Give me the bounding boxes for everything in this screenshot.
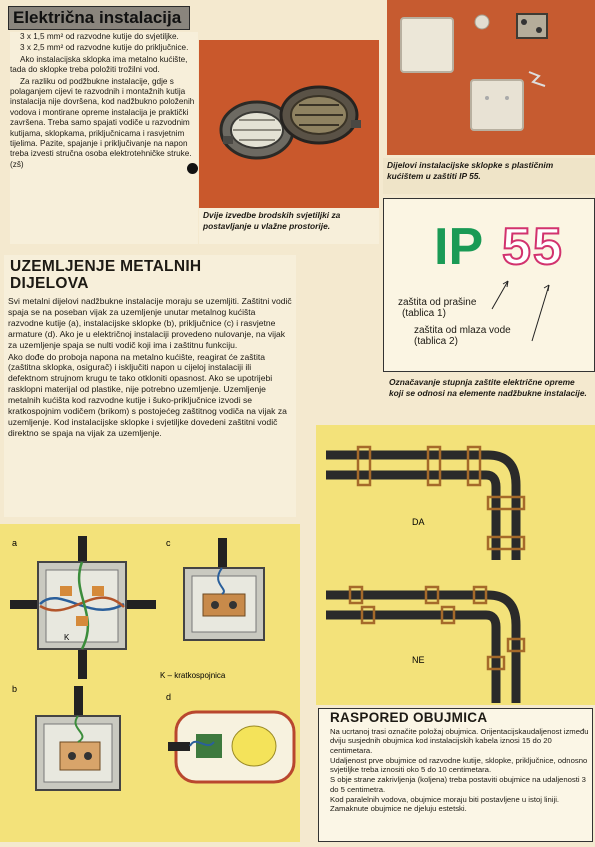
label-a: a <box>12 538 18 548</box>
label-da: DA <box>412 517 425 527</box>
label-k: K <box>64 633 70 642</box>
ip-label: IP <box>434 218 484 276</box>
switch-parts-photo <box>387 0 595 155</box>
wiring-legend: K – kratkospojnica <box>160 671 226 680</box>
clamps-paragraph: Udaljenost prve obujmice od razvodne kutije, sklopke, priključnice, odnosno svjetiljke treba iznositi oko 5 do 10 centimetara. <box>330 755 588 775</box>
marine-lamps-photo <box>199 40 379 208</box>
ip-label1-line2: (tablica 1) <box>402 308 446 319</box>
intro-paragraph: 3 x 2,5 mm² od razvodne kutije do priključnice. <box>20 43 189 53</box>
intro-text <box>10 32 198 244</box>
page-title-bar <box>8 6 190 30</box>
label-c: c <box>166 538 171 548</box>
ip-label2-line1: zaštita od mlaza vode <box>414 325 511 336</box>
switch-cover-image <box>471 80 523 130</box>
intro-paragraph: Za razliku od podžbukne instalacije, gdje s polaganjem cijevi te razvodnih i montažnih kutija instalacija nije dovršena, kod nadžbukno položenih vodova i montirane opreme instalacija je praktički završena. Treba samo spajati vodiče u razvodnim kutijama, sklopkama, priključnicama i rasvjetnim tijelima. Pazite, spajanje i priključivanje na napon treba izvesti stručna osoba elektrotehničke struke. (zš) <box>10 76 195 169</box>
switch-knob-image <box>475 15 489 29</box>
clamps-title: RASPORED OBUJMICA <box>330 710 488 725</box>
grounding-title-line1: UZEMLJENJE METALNIH <box>10 258 202 275</box>
ip-caption: Označavanje stupnja zaštite električne opreme koji se odnosi na elemente nadžbukne instalacije. <box>389 377 587 398</box>
label-ne: NE <box>412 655 425 665</box>
grounding-body <box>8 296 292 440</box>
grounding-wiring-figure <box>0 524 300 842</box>
clamps-body <box>330 727 590 815</box>
intro-paragraph: Ako instalacijska sklopka ima metalno kućište, tada do sklopke treba položiti trožilni vod. <box>10 54 188 75</box>
switch-mechanism-image <box>517 14 547 38</box>
clamps-paragraph: S obje strane zakrivljenja (koljena) treba postaviti obujmice na udaljenosti 3 do 5 centimetra. <box>330 775 586 794</box>
grounding-paragraph: Svi metalni dijelovi nadžbukne instalacije moraju se uzemljiti. Zaštitni vodič spaja se na poseban vijak za uzemljenje unutar metalnog kućišta razvodne kutije (a), instalacijske sklopke (b), priključnice (c) i rasvjetne armature (d). Ako je u električnoj instalaciji provedeno nulovanje, na vijak za uzemljenje spaja se nulti vodič koji ima i zaštitnu funkciju. <box>8 296 292 350</box>
grounding-title-line2: DIJELOVA <box>10 275 89 292</box>
ip-rating-figure <box>383 198 595 372</box>
clamp-placement-figure <box>316 425 595 705</box>
clamps-paragraph: Kod paralelnih vodova, obujmice moraju biti postavljene u istoj liniji. Zamaknute obujmice ne djeluju estetski. <box>330 795 560 814</box>
switch-box-image <box>401 18 453 72</box>
lamp-fixture-d <box>168 712 294 782</box>
ip-label2-line2: (tablica 2) <box>414 336 458 347</box>
ip-label1-line1: zaštita od prašine <box>398 297 477 308</box>
end-marker-icon <box>187 163 198 174</box>
lamps-caption: Dvije izvedbe brodskih svjetiljki za postavljanje u vlažne prostorije. <box>199 208 379 244</box>
intro-paragraph: 3 x 1,5 mm² od razvodne kutije do svjetiljke. <box>20 32 179 41</box>
page-title: Električna instalacija <box>13 8 182 27</box>
switch-caption: Dijelovi instalacijske sklopke s plastičnim kućištem u zaštiti IP 55. <box>383 158 595 194</box>
arrow-1 <box>492 281 508 309</box>
grounding-title <box>10 258 201 292</box>
label-b: b <box>12 684 18 694</box>
grounding-paragraph: Ako dođe do proboja napona na metalno kućište, reagirat će zaštita (zaštitna sklopka, osigurač) i isključiti napon u cijeloj instalaciji ili defektnom strujnom krugu te tako otkloniti opasnost. Ako se upotrijebi rasklopni materijal od plastike, nije potrebno uzemljenje. Uzemljenje metalnih kućišta kod razvodne kutije i šuko-priključnice izvodi se kratkospojnim vodičem (brikom) s postojećeg zaštitnog vodiča na vijak za uzemljenje. Kod instalacijske sklopke i svjetiljke dovedeni zaštitni vodič direktno se spaja na vijak za uzemljenje. <box>8 351 287 438</box>
arrow-2 <box>532 285 549 341</box>
label-d: d <box>166 692 172 702</box>
ip-digits: 55 <box>502 218 564 276</box>
clamps-paragraph: Na ucrtanoj trasi označite položaj obujmica. Orijentacijskaudaljenost između dviju susjednih obujmica kod instalacijskih kabela iznosi 15 do 20 centimetara. <box>330 727 589 755</box>
